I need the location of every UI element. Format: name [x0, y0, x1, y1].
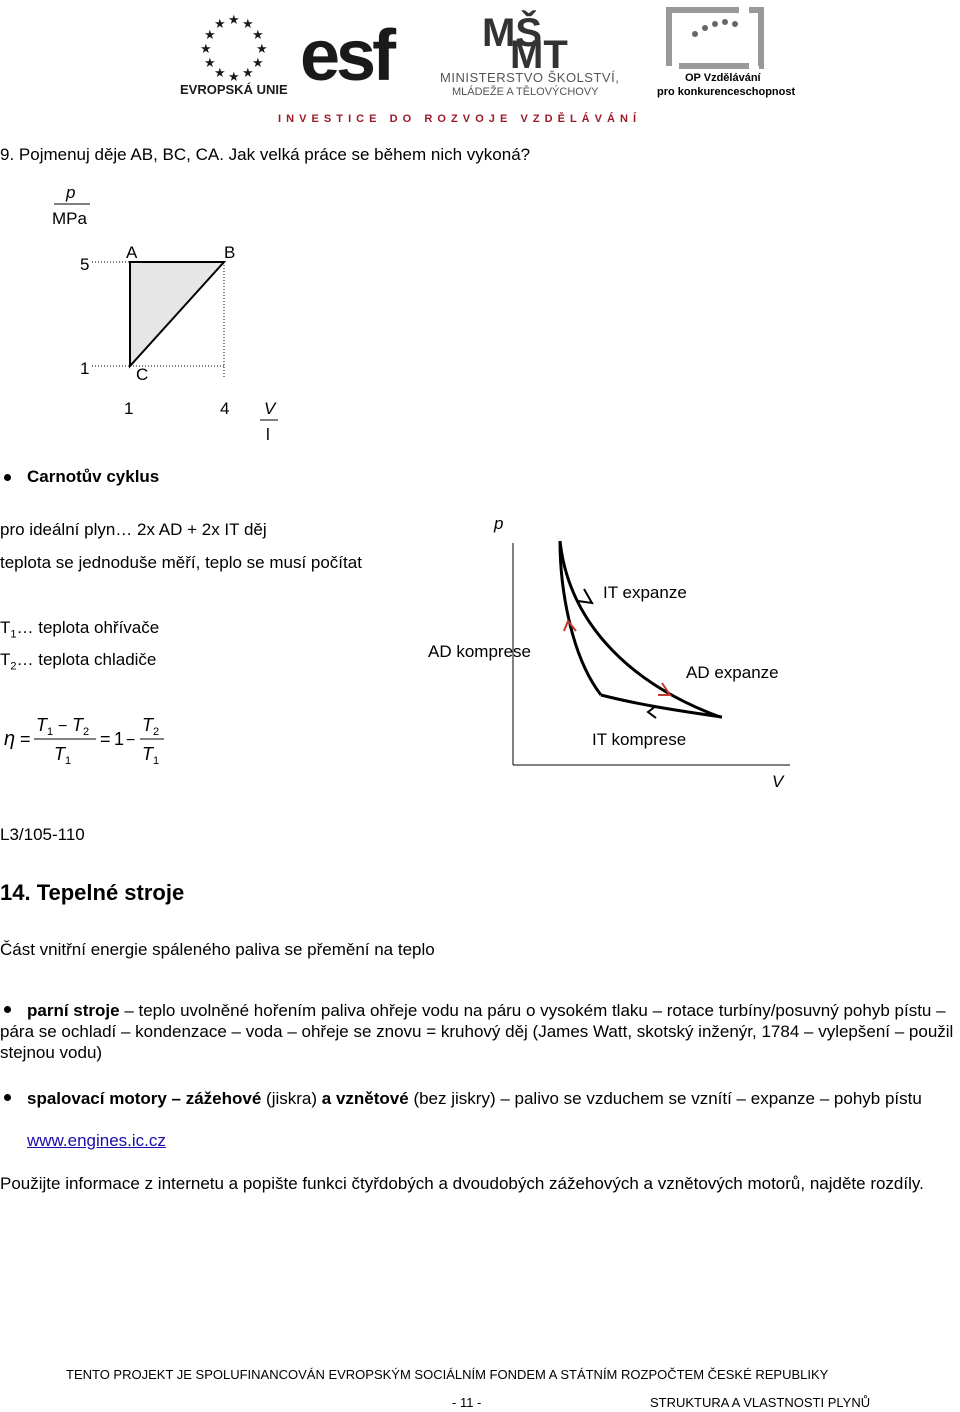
msmt-line2: MLÁDEŽE A TĚLOVÝCHOVY — [452, 86, 599, 98]
spalovaci-mid: (jiskra) — [261, 1089, 322, 1108]
eu-label: EVROPSKÁ UNIE — [180, 82, 288, 97]
svg-text:★: ★ — [200, 41, 212, 56]
frac2-num-sub: 2 — [153, 726, 160, 738]
efficiency-formula — [0, 712, 180, 774]
svg-text:★: ★ — [228, 12, 240, 27]
svg-text:MT: MT — [510, 33, 568, 70]
label-ad-komprese: AD komprese — [428, 642, 531, 661]
minus-2: − — [126, 732, 136, 749]
section-14-heading: 14. Tepelné stroje — [0, 880, 185, 905]
one: 1 — [114, 729, 125, 749]
op-logo — [655, 4, 796, 100]
label-ad-expanze: AD expanze — [686, 663, 779, 682]
paragraph-spalovaci-motory — [0, 1088, 960, 1109]
x-tick-1: 1 — [124, 399, 134, 418]
svg-text:★: ★ — [252, 55, 264, 70]
frac2-den-sub: 1 — [153, 755, 160, 767]
ad-compression-curve — [560, 541, 601, 695]
msmt-mark-icon — [440, 8, 630, 70]
v-axis-unit: l — [266, 425, 270, 444]
den-t1: T — [54, 744, 65, 764]
point-b: B — [224, 243, 236, 262]
y-tick-1: 1 — [80, 359, 90, 378]
num-t1: T — [36, 715, 47, 735]
t1-sub: 1 — [10, 628, 17, 641]
p-axis-unit: MPa — [52, 209, 87, 228]
point-a: A — [126, 243, 138, 262]
t1-symbol: T — [0, 618, 11, 637]
it-expansion-curve — [560, 541, 720, 717]
question-9: 9. Pojmenuj děje AB, BC, CA. Jak velká práce se během nich vykoná? — [0, 145, 531, 164]
carnot-line2: teplota se jednoduše měří, teplo se musí počítat — [0, 553, 362, 572]
frac2-den-t1: T — [142, 744, 153, 764]
svg-text:★: ★ — [256, 41, 268, 56]
y-tick-5: 5 — [80, 255, 90, 274]
eq-2: = — [100, 729, 111, 749]
num-t2: T — [72, 715, 83, 735]
esf-logo: esf — [300, 16, 393, 96]
label-it-expanze: IT expanze — [603, 583, 687, 602]
p-axis-label: p — [66, 183, 76, 202]
reference: L3/105-110 — [0, 825, 85, 844]
paragraph-parni-stroje — [0, 1000, 960, 1063]
pv-diagram-abc — [40, 178, 300, 448]
spalovaci-bold-1: spalovací motory – zážehové — [27, 1089, 262, 1108]
footer-chapter: STRUKTURA A VLASTNOSTI PLYNŮ — [650, 1395, 871, 1410]
eu-logo — [180, 8, 290, 98]
num-minus: − — [58, 718, 68, 735]
op-line2: pro konkurenceschopnost — [657, 86, 796, 98]
eta-symbol: η — [4, 728, 16, 750]
num-t1-sub: 1 — [47, 726, 54, 738]
parni-stroje-bold: parní stroje — [27, 1001, 120, 1020]
t2-text: … teplota chladiče — [16, 650, 157, 669]
svg-text:★: ★ — [204, 55, 216, 70]
carnot-line1: pro ideální plyn… 2x AD + 2x IT děj — [0, 520, 267, 539]
cycle-abc — [130, 262, 224, 366]
bullet-carnot — [4, 474, 11, 481]
spalovaci-text: (bez jiskry) – palivo se vzduchem se vznítí – expanze – pohyb pístu — [408, 1089, 922, 1108]
carnot-v-label: V — [772, 772, 784, 791]
t2-sub: 2 — [10, 660, 17, 673]
footer-funding: TENTO PROJEKT JE SPOLUFINANCOVÁN EVROPSKÝM SOCIÁLNÍM FONDEM A STÁTNÍM ROZPOČTEM ČESKÉ REPUBLIKY — [66, 1367, 829, 1382]
carnot-heading: Carnotův cyklus — [27, 467, 160, 486]
point-c: C — [136, 365, 149, 384]
tagline: I N V E S T I C E D O R O Z V O J E V Z D Ě L Á V Á N Í — [278, 113, 638, 125]
section-14-intro: Část vnitřní energie spáleného paliva se přemění na teplo — [0, 940, 435, 959]
svg-text:★: ★ — [214, 65, 226, 80]
label-it-komprese: IT komprese — [592, 730, 687, 749]
engines-link[interactable]: www.engines.ic.cz — [27, 1131, 166, 1150]
frac2-num-t2: T — [142, 715, 153, 735]
t2-definition — [0, 650, 156, 672]
v-axis-label: V — [264, 399, 276, 418]
svg-text:★: ★ — [252, 27, 264, 42]
svg-text:★: ★ — [214, 16, 226, 31]
svg-text:★: ★ — [242, 16, 254, 31]
op-mark-icon — [655, 4, 780, 70]
carnot-p-label: p — [494, 514, 504, 533]
carnot-pv-diagram — [420, 505, 800, 795]
svg-text:★: ★ — [242, 65, 254, 80]
svg-text:★: ★ — [228, 69, 240, 84]
msmt-logo — [440, 8, 630, 98]
x-tick-4: 4 — [220, 399, 230, 418]
it-expansion-arrow — [578, 589, 592, 603]
spalovaci-bold-2: a vznětové — [321, 1089, 409, 1108]
t1-definition — [0, 618, 159, 640]
it-compression-curve — [601, 695, 722, 717]
msmt-line1: MINISTERSTVO ŠKOLSTVÍ, — [440, 70, 620, 85]
eq-1: = — [20, 729, 31, 749]
t2-symbol: T — [0, 650, 11, 669]
parni-stroje-text: – teplo uvolněné hořením paliva ohřeje vodu na páru o vysokém tlaku – rotace turbíny/posuvný pohyb pístu – pára se ochladí – kondenzace – voda – ohřeje se znovu = kruhový děj (James Watt, skotský inženýr, 1784 – vylepšení – použil stejnou vodu) — [0, 1001, 954, 1062]
footer-page-number: - 11 - — [452, 1395, 482, 1410]
it-compression-arrow — [648, 706, 656, 718]
den-t1-sub: 1 — [65, 755, 72, 767]
t1-text: … teplota ohřívače — [16, 618, 160, 637]
svg-text:★: ★ — [204, 27, 216, 42]
task-paragraph: Použijte informace z internetu a popište funkci čtyřdobých a dvoudobých zážehových a vznětových motorů, najděte rozdíly. — [0, 1174, 924, 1193]
num-t2-sub: 2 — [83, 726, 90, 738]
op-line1: OP Vzdělávání — [685, 72, 761, 84]
svg-text:MŠ: MŠ — [482, 11, 542, 55]
